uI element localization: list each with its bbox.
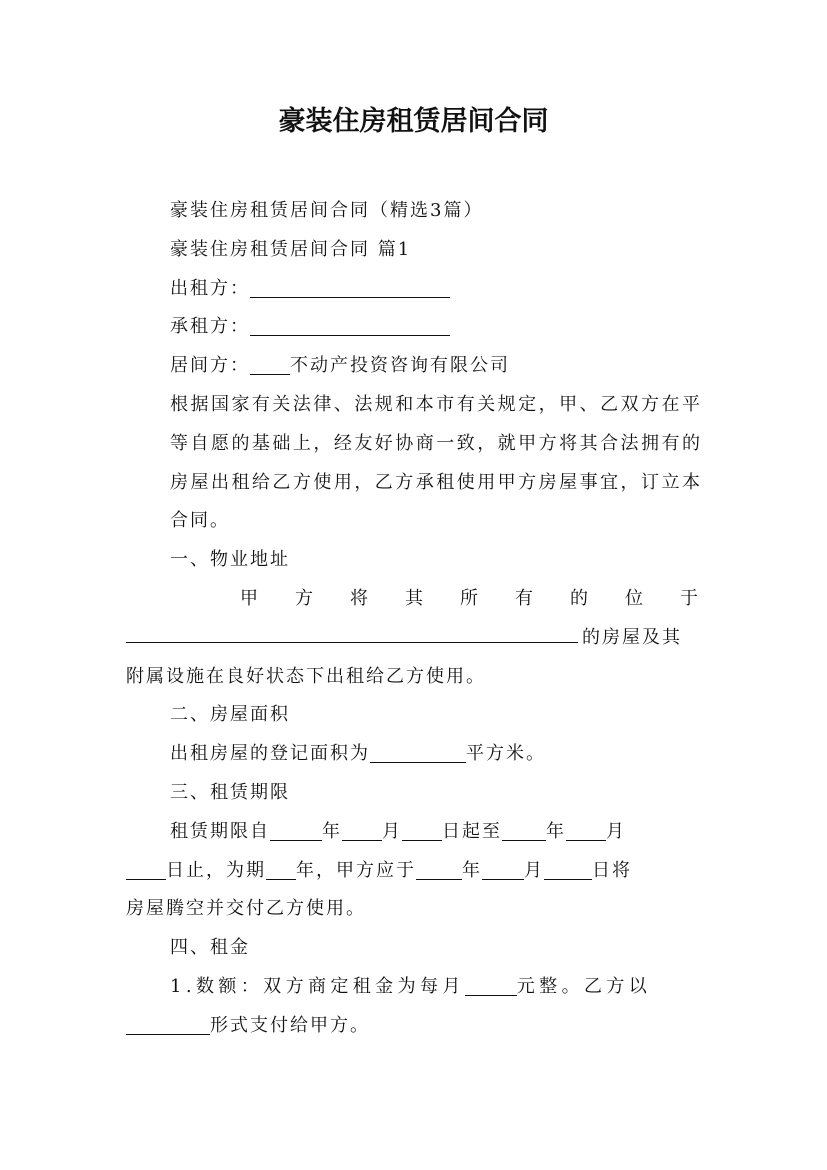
section2-line: [126, 735, 702, 774]
sec3-day-from: 日起至: [442, 820, 502, 842]
blank: [502, 818, 546, 841]
section4-heading: 四、租金: [170, 937, 250, 959]
sec2-post: 平方米。: [466, 743, 546, 765]
lessor-line: [126, 270, 702, 309]
blank: [482, 857, 524, 880]
blank: [566, 818, 606, 841]
section3-line3: 房屋腾空并交付乙方使用。: [126, 898, 366, 920]
subtitle-line: 豪装住房租赁居间合同（精选3篇）: [170, 200, 484, 221]
broker-label: 居间方：: [170, 355, 250, 377]
sec3-month: 月: [606, 820, 626, 842]
sec4-post: 形式支付给甲方。: [210, 1014, 370, 1036]
lessee-label: 承租方：: [170, 316, 250, 338]
broker-name: 不动产投资咨询有限公司: [290, 355, 510, 377]
lessee-blank: [250, 313, 450, 336]
area-blank: [370, 740, 466, 763]
section3-line2: [126, 852, 702, 891]
section2-heading: 二、房屋面积: [170, 704, 290, 726]
sec4-pre: 1.数额：双方商定租金为每月: [170, 975, 465, 997]
rent-blank: [465, 973, 517, 996]
section1-line2: [126, 619, 702, 658]
address-blank: [126, 620, 578, 643]
section-title-line: 豪装住房租赁居间合同 篇1: [170, 238, 412, 260]
section4-item1-line1: [126, 968, 702, 1007]
document-body: [126, 192, 702, 1046]
sec1-char: 甲: [240, 587, 260, 609]
sec2-pre: 出租房屋的登记面积为: [170, 743, 370, 765]
lessor-label: 出租方：: [170, 277, 250, 299]
sec3-a: 租赁期限自: [170, 820, 270, 842]
sec1-char: 将: [350, 587, 370, 609]
sec1-char: 位: [625, 587, 645, 609]
sec3-year: 年: [322, 820, 342, 842]
section1-line1: [126, 580, 702, 619]
section1-heading: 一、物业地址: [170, 549, 290, 571]
sec1-tail: 的房屋及其: [582, 626, 682, 648]
blank: [544, 857, 592, 880]
sec3-month: 月: [382, 820, 402, 842]
intro-paragraph: 根据国家有关法律、法规和本市有关规定，甲、乙双方在平等自愿的基础上，经友好协商一致，就甲方将其合法拥有的房屋出租给乙方使用，乙方承租使用甲方房屋事宜，订立本合同。: [170, 393, 702, 532]
blank: [342, 818, 382, 841]
blank: [416, 857, 462, 880]
sec1-char: 方: [295, 587, 315, 609]
sec3-year: 年: [546, 820, 566, 842]
sec1-char: 所: [460, 587, 480, 609]
sec1-char: 其: [405, 587, 425, 609]
lessor-blank: [250, 275, 450, 298]
sec1-char: 的: [570, 587, 590, 609]
payment-method-blank: [126, 1012, 210, 1035]
sec3-year-comma: 年，甲方应于: [296, 859, 416, 881]
section4-item1-line2: [126, 1007, 702, 1046]
blank: [126, 857, 166, 880]
sec3-day-will: 日将: [592, 859, 632, 881]
sec4-mid: 元整。乙方以: [516, 975, 652, 997]
sec3-month: 月: [524, 859, 544, 881]
blank: [402, 818, 442, 841]
lessee-line: [126, 308, 702, 347]
sec1-char: 于: [680, 587, 700, 609]
broker-line: [126, 347, 702, 386]
sec3-day-to: 日止，为期: [166, 859, 266, 881]
blank: [270, 818, 322, 841]
document-title: 豪装住房租赁居间合同: [278, 106, 549, 137]
section1-line3: 附属设施在良好状态下出租给乙方使用。: [126, 665, 486, 687]
section3-line1: [126, 813, 702, 852]
sec1-char: 有: [515, 587, 535, 609]
sec3-year: 年: [462, 859, 482, 881]
broker-blank: [250, 352, 290, 375]
section3-heading: 三、租赁期限: [170, 781, 290, 803]
blank: [266, 857, 296, 880]
